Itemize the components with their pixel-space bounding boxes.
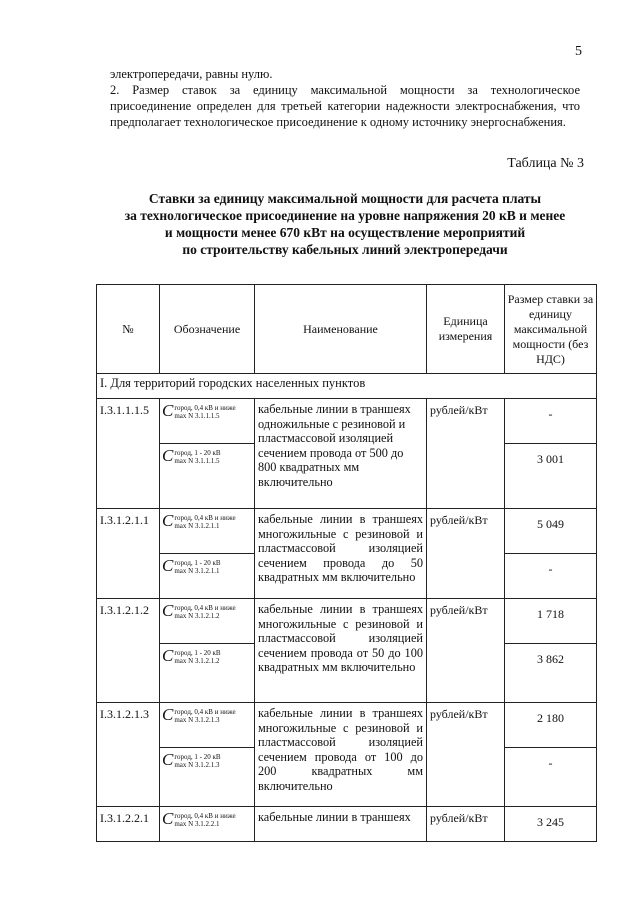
- symbol-subscript: max N 3.1.2.1.3: [174, 716, 220, 724]
- row-rate: -: [505, 399, 597, 444]
- symbol-superscript: город, 1 - 20 кВ: [174, 559, 221, 567]
- row-name: кабельные линии в траншеях многожильные с резиновой и пластмассовой изоляцией сечением провода от 50 до 100 квадратных мм включительно: [255, 599, 427, 703]
- title-line-4: по строительству кабельных линий электропередачи: [182, 242, 508, 257]
- row-number: I.3.1.2.1.1: [97, 509, 160, 599]
- designation-symbol: C город, 0,4 кВ и ниже max N 3.1.2.1.1: [160, 509, 255, 554]
- row-unit: рублей/кВт: [427, 599, 505, 703]
- symbol-superscript: город, 1 - 20 кВ: [174, 753, 221, 761]
- header-name: Наименование: [255, 285, 427, 374]
- designation-symbol: C город, 1 - 20 кВ max N 3.1.2.1.1: [160, 554, 255, 599]
- row-rate: 3 862: [505, 644, 597, 703]
- title-line-2: за технологическое присоединение на уровне напряжения 20 кВ и менее: [124, 208, 566, 223]
- designation-symbol: C город, 1 - 20 кВ max N 3.1.2.1.3: [160, 748, 255, 807]
- title-line-1: Ставки за единицу максимальной мощности для расчета платы: [148, 191, 542, 206]
- symbol-superscript: город, 0,4 кВ и ниже: [174, 604, 236, 612]
- header-rate: Размер ставки за единицу максимальной мощности (без НДС): [505, 285, 597, 374]
- row-rate: 2 180: [505, 703, 597, 748]
- row-rate: 1 718: [505, 599, 597, 644]
- designation-symbol: C город, 0,4 кВ и ниже max N 3.1.2.2.1: [160, 807, 255, 842]
- table-row: [97, 599, 597, 644]
- row-rate: -: [505, 554, 597, 599]
- symbol-subscript: max N 3.1.2.1.2: [174, 612, 220, 620]
- row-unit: рублей/кВт: [427, 399, 505, 509]
- row-name: кабельные линии в траншеях многожильные с резиновой и пластмассовой изоляцией сечением провода до 50 квадратных мм включительно: [255, 509, 427, 599]
- section-row: [97, 374, 597, 399]
- symbol-superscript: город, 1 - 20 кВ: [174, 649, 221, 657]
- row-name: кабельные линии в траншеях: [255, 807, 427, 842]
- intro-line0: электропередачи, равны нулю.: [110, 67, 273, 81]
- row-rate: -: [505, 748, 597, 807]
- table-title: [96, 190, 594, 258]
- section-title: I. Для территорий городских населенных пунктов: [97, 374, 597, 399]
- symbol-subscript: max N 3.1.1.1.5: [174, 457, 220, 465]
- symbol-subscript: max N 3.1.2.1.3: [174, 761, 220, 769]
- header-unit: Единица измерения: [427, 285, 505, 374]
- header-num: №: [97, 285, 160, 374]
- designation-symbol: C город, 1 - 20 кВ max N 3.1.1.1.5: [160, 444, 255, 509]
- intro-paragraph-2: 2. Размер ставок за единицу максимальной мощности за технологическое присоединение определен для третьей категории надежности электроснабжения, что предполагает технологическое присоединение к одному источнику энергоснабжения.: [110, 83, 580, 129]
- symbol-superscript: город, 0,4 кВ и ниже: [174, 812, 236, 820]
- table-header-row: [97, 285, 597, 374]
- row-unit: рублей/кВт: [427, 509, 505, 599]
- rates-table: [96, 284, 597, 842]
- table-row: [97, 807, 597, 842]
- designation-symbol: C город, 0,4 кВ и ниже max N 3.1.1.1.5: [160, 399, 255, 444]
- symbol-subscript: max N 3.1.1.1.5: [174, 412, 220, 420]
- table-row: [97, 703, 597, 748]
- row-unit: рублей/кВт: [427, 807, 505, 842]
- symbol-superscript: город, 0,4 кВ и ниже: [174, 404, 236, 412]
- symbol-superscript: город, 0,4 кВ и ниже: [174, 708, 236, 716]
- table-row: [97, 509, 597, 554]
- row-name: кабельные линии в траншеях многожильные с резиновой и пластмассовой изоляцией сечением провода от 100 до 200 квадратных мм включительно: [255, 703, 427, 807]
- symbol-superscript: город, 1 - 20 кВ: [174, 449, 221, 457]
- intro-text: [110, 66, 580, 130]
- row-number: I.3.1.2.1.2: [97, 599, 160, 703]
- header-designation: Обозначение: [160, 285, 255, 374]
- row-number: I.3.1.1.1.5: [97, 399, 160, 509]
- symbol-superscript: город, 0,4 кВ и ниже: [174, 514, 236, 522]
- symbol-subscript: max N 3.1.2.2.1: [174, 820, 220, 828]
- row-number: I.3.1.2.2.1: [97, 807, 160, 842]
- row-number: I.3.1.2.1.3: [97, 703, 160, 807]
- page-number: 5: [575, 44, 582, 59]
- row-name: кабельные линии в траншеях одножильные с резиновой и пластмассовой изоляцией сечением провода от 500 до 800 квадратных мм включительно: [255, 399, 427, 509]
- symbol-subscript: max N 3.1.2.1.2: [174, 657, 220, 665]
- row-rate: 3 001: [505, 444, 597, 509]
- row-unit: рублей/кВт: [427, 703, 505, 807]
- designation-symbol: C город, 0,4 кВ и ниже max N 3.1.2.1.3: [160, 703, 255, 748]
- row-rate: 5 049: [505, 509, 597, 554]
- designation-symbol: C город, 0,4 кВ и ниже max N 3.1.2.1.2: [160, 599, 255, 644]
- designation-symbol: C город, 1 - 20 кВ max N 3.1.2.1.2: [160, 644, 255, 703]
- row-rate: 3 245: [505, 807, 597, 842]
- table-row: [97, 399, 597, 444]
- symbol-subscript: max N 3.1.2.1.1: [174, 522, 220, 530]
- title-line-3: и мощности менее 670 кВт на осуществление мероприятий: [164, 225, 526, 240]
- symbol-subscript: max N 3.1.2.1.1: [174, 567, 220, 575]
- table-label: Таблица № 3: [507, 156, 584, 171]
